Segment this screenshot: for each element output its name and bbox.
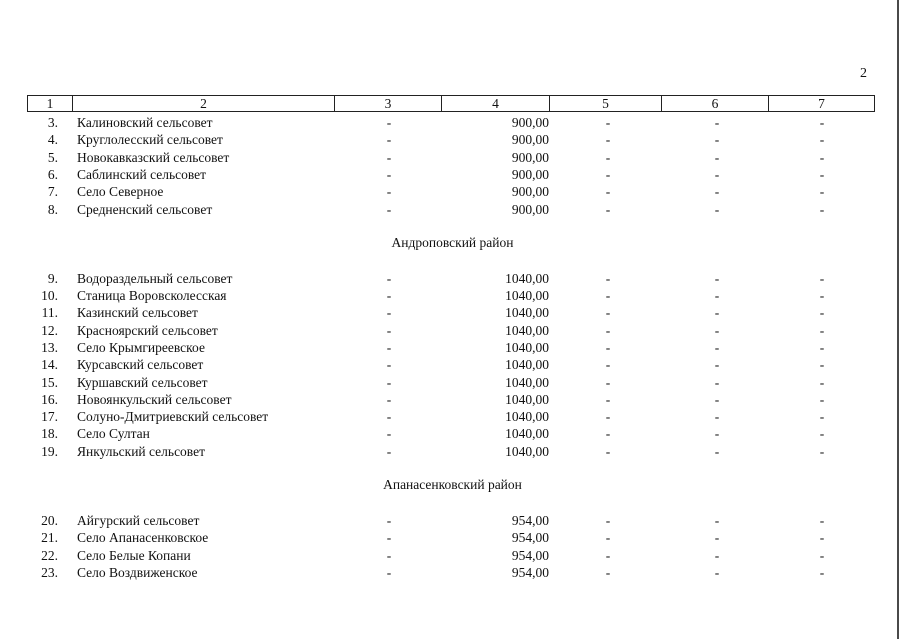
cell-col3: -	[386, 288, 392, 303]
cell-col5: -	[605, 270, 611, 286]
cell-col3: -	[386, 166, 392, 182]
cell-col3: -	[386, 357, 392, 373]
cell-col4-value: 1040,00	[505, 374, 549, 390]
cell-col5: -	[605, 201, 611, 217]
cell-col4-value: 1040,00	[505, 270, 549, 286]
cell-col7: -	[819, 409, 825, 425]
cell-col5: -	[605, 184, 611, 200]
table-row	[0, 322, 905, 339]
cell-col7: -	[819, 357, 825, 373]
cell-col3: -	[386, 115, 392, 130]
cell-col3: -	[386, 305, 392, 321]
cell-col4-value: 1040,00	[505, 443, 549, 459]
cell-col5: -	[605, 409, 611, 425]
row-number: 19.	[41, 443, 58, 459]
cell-col4-value: 900,00	[511, 166, 549, 182]
municipality-name: Село Султан	[77, 426, 150, 442]
cell-col6: -	[714, 184, 720, 200]
table-row	[0, 374, 905, 391]
cell-col7: -	[819, 426, 825, 442]
table-row	[0, 391, 905, 408]
row-number: 7.	[47, 184, 58, 200]
table-row	[0, 425, 905, 442]
cell-col3: -	[386, 322, 392, 338]
cell-col5: -	[605, 288, 611, 303]
header-cell-6: 6	[662, 96, 769, 111]
municipality-name: Круглолесский сельсовет	[77, 132, 223, 148]
cell-col3: -	[386, 547, 392, 563]
header-cell-3: 3	[335, 96, 442, 111]
municipality-name: Солуно-Дмитриевский сельсовет	[77, 409, 269, 425]
row-number: 20.	[41, 512, 58, 528]
municipality-name: Село Северное	[77, 184, 164, 200]
row-number: 22.	[41, 547, 58, 563]
table-row	[0, 529, 905, 546]
cell-col4-value: 954,00	[511, 564, 549, 580]
table-row	[0, 183, 905, 200]
cell-col4-value: 900,00	[511, 184, 549, 200]
cell-col4-value: 954,00	[511, 530, 549, 546]
cell-col5: -	[605, 149, 611, 165]
cell-col6: -	[714, 270, 720, 286]
table-row	[0, 547, 905, 564]
row-number: 9.	[47, 270, 58, 286]
cell-col5: -	[605, 547, 611, 563]
cell-col4-value: 1040,00	[505, 409, 549, 425]
cell-col7: -	[819, 305, 825, 321]
cell-col6: -	[714, 322, 720, 338]
header-cell-2: 2	[73, 96, 335, 111]
cell-col4-value: 1040,00	[505, 322, 549, 338]
cell-col7: -	[819, 530, 825, 546]
cell-col6: -	[714, 547, 720, 563]
cell-col5: -	[605, 322, 611, 338]
cell-col5: -	[605, 357, 611, 373]
cell-col6: -	[714, 512, 720, 528]
cell-col4-value: 900,00	[511, 132, 549, 148]
cell-col6: -	[714, 288, 720, 303]
municipality-name: Станица Воровсколесская	[77, 288, 227, 303]
cell-col4-value: 1040,00	[505, 339, 549, 355]
table-row	[0, 408, 905, 425]
row-number: 18.	[41, 426, 58, 442]
municipality-name: Село Белые Копани	[77, 547, 191, 563]
cell-col6: -	[714, 374, 720, 390]
table-row	[0, 201, 905, 218]
row-number: 4.	[47, 132, 58, 148]
cell-col4-value: 900,00	[511, 201, 549, 217]
cell-col7: -	[819, 443, 825, 459]
municipality-name: Новоянкульский сельсовет	[77, 391, 232, 407]
row-number: 13.	[41, 339, 58, 355]
cell-col3: -	[386, 374, 392, 390]
cell-col6: -	[714, 305, 720, 321]
cell-col5: -	[605, 391, 611, 407]
cell-col5: -	[605, 374, 611, 390]
cell-col4-value: 954,00	[511, 547, 549, 563]
cell-col6: -	[714, 115, 720, 130]
cell-col6: -	[714, 357, 720, 373]
row-number: 6.	[47, 166, 58, 182]
table-row	[0, 149, 905, 166]
cell-col7: -	[819, 184, 825, 200]
table-row	[0, 356, 905, 373]
row-number: 3.	[47, 115, 58, 130]
row-number: 11.	[41, 305, 58, 321]
cell-col5: -	[605, 132, 611, 148]
cell-col7: -	[819, 132, 825, 148]
municipality-name: Курсавский сельсовет	[77, 357, 204, 373]
cell-col7: -	[819, 201, 825, 217]
cell-col7: -	[819, 547, 825, 563]
cell-col5: -	[605, 305, 611, 321]
cell-col6: -	[714, 426, 720, 442]
cell-col7: -	[819, 115, 825, 130]
table-row	[0, 270, 905, 287]
municipality-name: Село Апанасенковское	[77, 530, 209, 546]
cell-col6: -	[714, 166, 720, 182]
municipality-name: Водораздельный сельсовет	[77, 270, 233, 286]
row-number: 8.	[47, 201, 58, 217]
cell-col7: -	[819, 374, 825, 390]
cell-col3: -	[386, 530, 392, 546]
row-number: 12.	[41, 322, 58, 338]
cell-col7: -	[819, 564, 825, 580]
table-row	[0, 339, 905, 356]
table-row	[0, 114, 905, 131]
cell-col3: -	[386, 512, 392, 528]
header-cell-7: 7	[818, 96, 825, 111]
municipality-name: Казинский сельсовет	[77, 305, 198, 321]
cell-col6: -	[714, 149, 720, 165]
cell-col6: -	[714, 564, 720, 580]
cell-col4-value: 1040,00	[505, 426, 549, 442]
cell-col6: -	[714, 391, 720, 407]
cell-col7: -	[819, 166, 825, 182]
cell-col4-value: 1040,00	[505, 357, 549, 373]
row-number: 10.	[41, 288, 58, 303]
cell-col5: -	[605, 443, 611, 459]
cell-col3: -	[386, 409, 392, 425]
table-row	[0, 166, 905, 183]
table-row	[0, 512, 905, 529]
cell-col4-value: 900,00	[511, 115, 549, 130]
row-number: 15.	[41, 374, 58, 390]
municipality-name: Янкульский сельсовет	[77, 443, 205, 459]
row-number: 16.	[41, 391, 58, 407]
municipality-name: Калиновский сельсовет	[77, 115, 213, 130]
cell-col3: -	[386, 201, 392, 217]
cell-col4-value: 1040,00	[505, 391, 549, 407]
cell-col6: -	[714, 409, 720, 425]
cell-col6: -	[714, 339, 720, 355]
table-row	[0, 443, 905, 460]
cell-col4-value: 1040,00	[505, 305, 549, 321]
cell-col6: -	[714, 443, 720, 459]
municipality-name: Красноярский сельсовет	[77, 322, 218, 338]
cell-col3: -	[386, 132, 392, 148]
section-title: Апанасенковский район	[383, 477, 522, 493]
cell-col5: -	[605, 166, 611, 182]
cell-col4-value: 954,00	[511, 512, 549, 528]
row-number: 5.	[47, 149, 58, 165]
cell-col5: -	[605, 339, 611, 355]
table-row	[0, 287, 905, 304]
header-cell-5: 5	[550, 96, 662, 111]
row-number: 23.	[41, 564, 58, 580]
row-number: 14.	[41, 357, 58, 373]
cell-col6: -	[714, 132, 720, 148]
header-cell-1: 1	[28, 96, 73, 111]
cell-col3: -	[386, 149, 392, 165]
cell-col7: -	[819, 391, 825, 407]
cell-col7: -	[819, 270, 825, 286]
cell-col3: -	[386, 270, 392, 286]
header-cell-4: 4	[442, 96, 550, 111]
municipality-name: Село Воздвиженское	[77, 564, 198, 580]
table-row	[0, 304, 905, 321]
cell-col6: -	[714, 201, 720, 217]
cell-col7: -	[819, 322, 825, 338]
cell-col7: -	[819, 339, 825, 355]
row-number: 21.	[41, 530, 58, 546]
municipality-name: Село Крымгиреевское	[77, 339, 205, 355]
cell-col5: -	[605, 530, 611, 546]
cell-col3: -	[386, 339, 392, 355]
municipality-name: Куршавский сельсовет	[77, 374, 208, 390]
cell-col5: -	[605, 512, 611, 528]
cell-col4-value: 900,00	[511, 149, 549, 165]
municipality-name: Новокавказский сельсовет	[77, 149, 230, 165]
cell-col7: -	[819, 512, 825, 528]
page-number: 2	[860, 66, 867, 81]
cell-col3: -	[386, 391, 392, 407]
section-title: Андроповский район	[391, 235, 514, 251]
cell-col3: -	[386, 184, 392, 200]
table-header	[27, 95, 875, 112]
cell-col3: -	[386, 564, 392, 580]
cell-col6: -	[714, 530, 720, 546]
cell-col4-value: 1040,00	[505, 288, 549, 303]
table-row	[0, 564, 905, 581]
municipality-name: Айгурский сельсовет	[77, 512, 200, 528]
cell-col3: -	[386, 426, 392, 442]
row-number: 17.	[41, 409, 58, 425]
cell-col3: -	[386, 443, 392, 459]
cell-col5: -	[605, 115, 611, 130]
cell-col5: -	[605, 564, 611, 580]
cell-col5: -	[605, 426, 611, 442]
cell-col7: -	[819, 288, 825, 303]
municipality-name: Саблинский сельсовет	[77, 166, 207, 182]
municipality-name: Средненский сельсовет	[77, 201, 213, 217]
table-row	[0, 131, 905, 148]
cell-col7: -	[819, 149, 825, 165]
